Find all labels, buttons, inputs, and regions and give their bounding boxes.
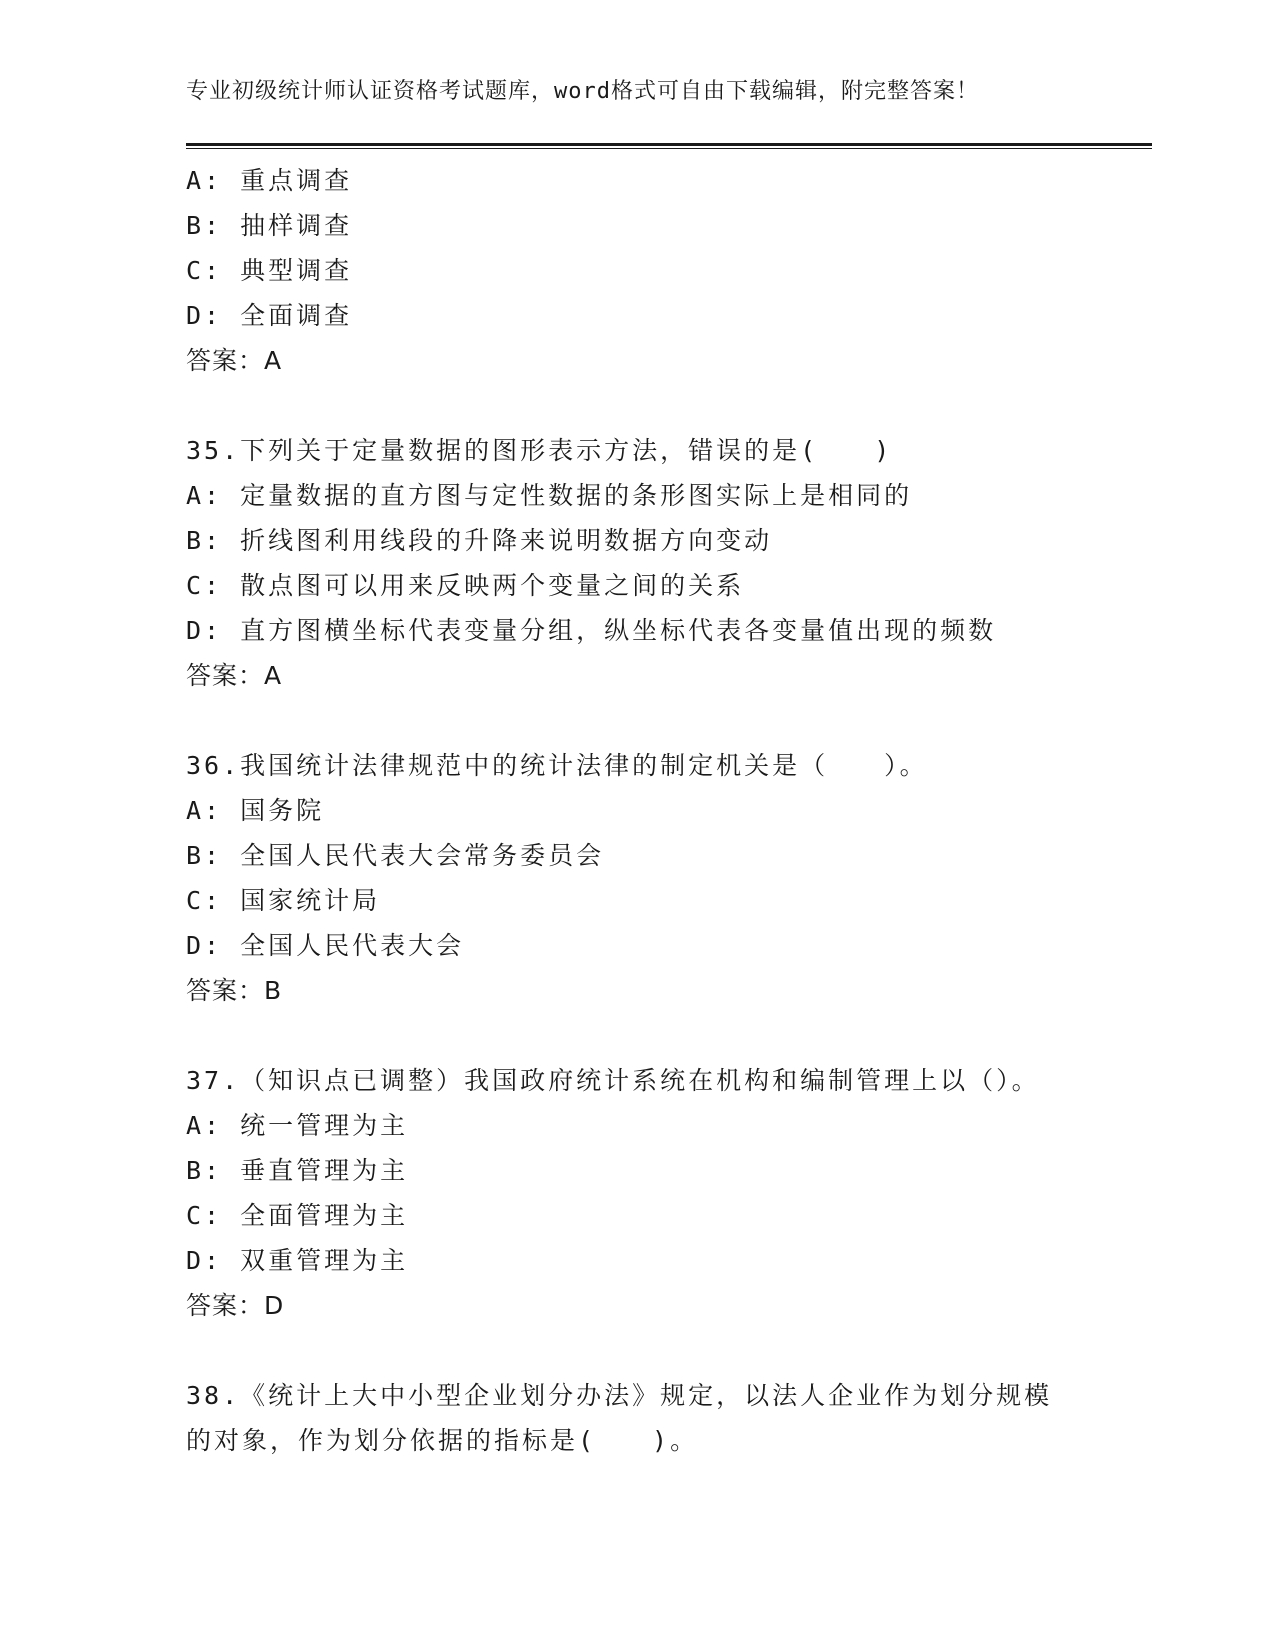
option-c: C: 全面管理为主 xyxy=(186,1201,409,1230)
question-35 xyxy=(186,428,1116,698)
option-b: B: 垂直管理为主 xyxy=(186,1156,409,1185)
question-stem-line-2: 的对象，作为划分依据的指标是( )。 xyxy=(186,1426,699,1455)
spacer xyxy=(186,383,1116,428)
question-34 xyxy=(186,158,1116,383)
header-rule-thin xyxy=(186,148,1152,149)
question-36 xyxy=(186,743,1116,1013)
option-a: A: 定量数据的直方图与定性数据的条形图实际上是相同的 xyxy=(186,481,913,510)
option-a: A: 统一管理为主 xyxy=(186,1111,409,1140)
question-stem-line-1: 38.《统计上大中小型企业划分办法》规定，以法人企业作为划分规模 xyxy=(186,1381,1053,1410)
question-37 xyxy=(186,1058,1116,1328)
option-a: A: 国务院 xyxy=(186,796,325,825)
spacer xyxy=(186,1328,1116,1373)
answer: 答案：A xyxy=(186,346,283,375)
option-c: C: 国家统计局 xyxy=(186,886,381,915)
option-c: C: 散点图可以用来反映两个变量之间的关系 xyxy=(186,571,745,600)
answer: 答案：D xyxy=(186,1291,285,1320)
spacer xyxy=(186,698,1116,743)
option-b: B: 折线图利用线段的升降来说明数据方向变动 xyxy=(186,526,773,555)
question-stem: 36.我国统计法律规范中的统计法律的制定机关是（ ）。 xyxy=(186,751,928,780)
option-c: C: 典型调查 xyxy=(186,256,353,285)
page-header: 专业初级统计师认证资格考试题库，word格式可自由下载编辑，附完整答案！ xyxy=(186,79,979,104)
question-stem: 35.下列关于定量数据的图形表示方法，错误的是( ) xyxy=(186,436,893,465)
option-d: D: 直方图横坐标代表变量分组，纵坐标代表各变量值出现的频数 xyxy=(186,616,997,645)
option-b: B: 抽样调查 xyxy=(186,211,353,240)
header-rule-thick xyxy=(186,143,1152,146)
question-stem: 37.（知识点已调整）我国政府统计系统在机构和编制管理上以（）。 xyxy=(186,1066,1040,1095)
question-38 xyxy=(186,1373,1116,1463)
option-d: D: 双重管理为主 xyxy=(186,1246,409,1275)
spacer xyxy=(186,1013,1116,1058)
option-b: B: 全国人民代表大会常务委员会 xyxy=(186,841,605,870)
answer: 答案：A xyxy=(186,661,283,690)
option-a: A: 重点调查 xyxy=(186,166,353,195)
question-content xyxy=(186,158,1116,1463)
answer: 答案：B xyxy=(186,976,283,1005)
option-d: D: 全国人民代表大会 xyxy=(186,931,465,960)
option-d: D: 全面调查 xyxy=(186,301,353,330)
